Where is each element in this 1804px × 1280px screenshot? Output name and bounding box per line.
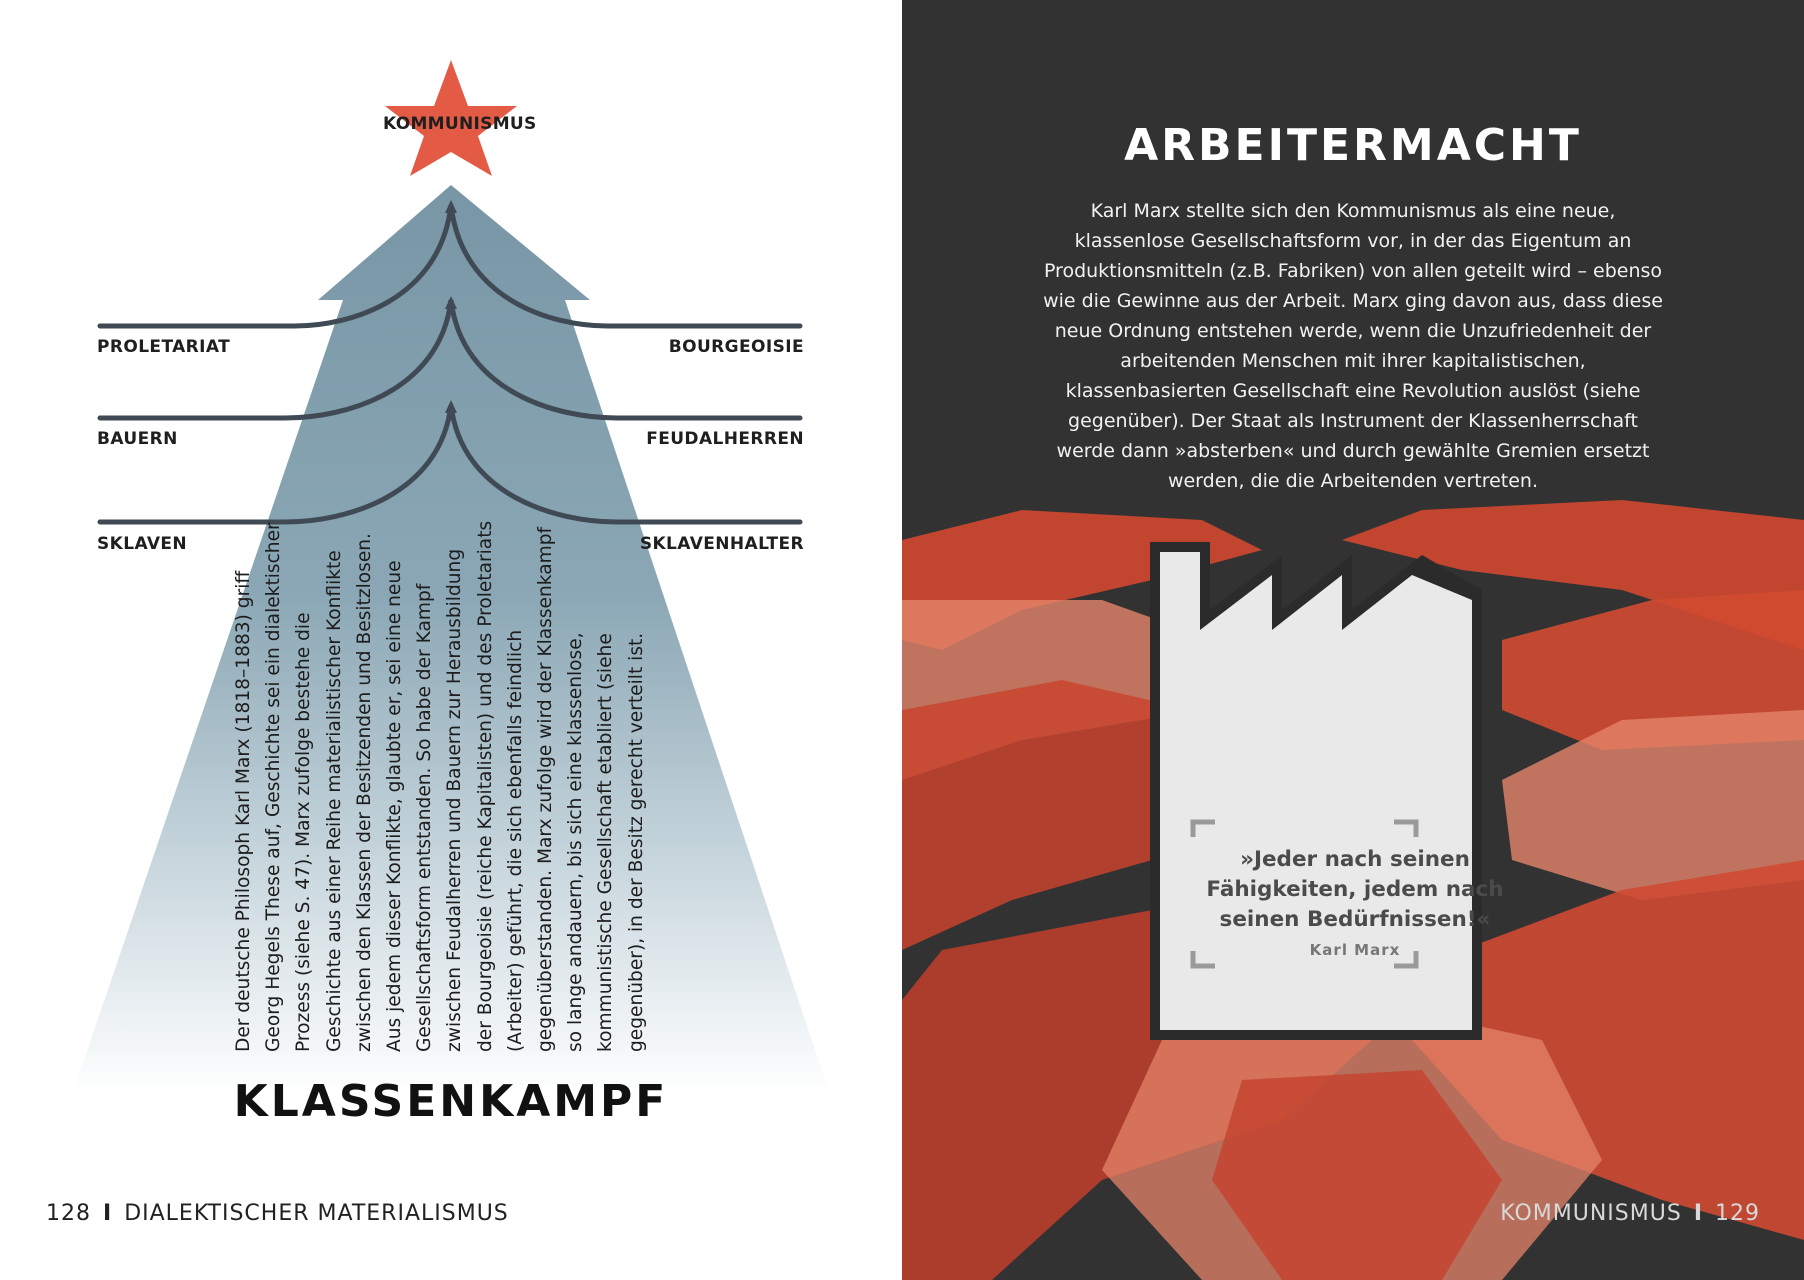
- section-title-left: DIALEKTISCHER MATERIALISMUS: [124, 1201, 509, 1226]
- page-number-right: 129: [1715, 1201, 1760, 1226]
- quote-author: Karl Marx: [1309, 941, 1401, 959]
- label-proletariat: PROLETARIAT: [97, 337, 231, 357]
- label-sklaven: SKLAVEN: [97, 534, 188, 554]
- class-struggle-body-text: [229, 517, 699, 1052]
- label-sklavenhalter: SKLAVENHALTER: [639, 534, 804, 554]
- page-number-left: 128: [46, 1201, 91, 1226]
- footer-separator-right: I: [1693, 1201, 1703, 1226]
- arbeitermacht-body-text: [1040, 196, 1666, 496]
- section-title-right: KOMMUNISMUS: [1500, 1201, 1682, 1226]
- quote-text: »Jeder nach seinen Fähigkeiten, jedem nach seinen Bedürfnissen!«: [1206, 847, 1504, 932]
- right-page: [902, 0, 1804, 1280]
- footer-separator-left: I: [103, 1201, 113, 1226]
- page-title-arbeitermacht: ARBEITERMACHT: [1124, 120, 1582, 171]
- communism-label: KOMMUNISMUS: [383, 114, 537, 134]
- class-struggle-paragraph: Der deutsche Philosoph Karl Marx (1818–1883) griff Georg Hegels These auf, Geschichte sei ein dialektischer Prozess (siehe S. 47). Marx zufolge bestehe die Geschichte aus einer Reihe materialistischer Konflikte zwischen den Klassen der Besitzenden und Besitzlosen. Aus jedem dieser Konflikte, glaubte er, sei eine neue Gesellschaftsform entstanden. So habe der Kampf zwischen Feudalherren und Bauern zur Herausbildung der Bourgeoisie (reiche Kapitalisten) und des Proletariats (Arbeiter) geführt, die sich ebenfalls feindlich gegenüberstanden. Marx zufolge wird der Klassenkampf so lange andauern, bis sich eine klassenlose, kommunistische Gesellschaft etabliert (siehe gegenüber), in der Besitz gerecht verteilt ist.: [233, 520, 647, 1052]
- arbeitermacht-paragraph: Karl Marx stellte sich den Kommunismus als eine neue, klassenlose Gesellschaftsform vor, in der das Eigentum an Produktionsmitteln (z.B. Fabriken) von allen geteilt wird – ebenso wie die Gewinne aus der Arbeit. Marx ging davon aus, dass diese neue Ordnung entstehen werde, wenn die Unzufriedenheit der arbeitenden Menschen mit ihrer kapitalistischen, klassenbasierten Gesellschaft eine Revolution auslöst (siehe gegenüber). Der Staat als Instrument der Klassenherrschaft werde dann »absterben« und durch gewählte Gremien ersetzt werden, die die Arbeitenden vertreten.: [1043, 200, 1663, 492]
- label-bourgeoisie: BOURGEOISIE: [668, 337, 804, 357]
- page-title-klassenkampf: KLASSENKAMPF: [233, 1076, 669, 1127]
- label-feudalherren: FEUDALHERREN: [646, 429, 804, 449]
- left-footer: [46, 1201, 509, 1226]
- label-bauern: BAUERN: [97, 429, 178, 449]
- marx-quote: [1195, 845, 1515, 959]
- right-footer: [1500, 1201, 1760, 1226]
